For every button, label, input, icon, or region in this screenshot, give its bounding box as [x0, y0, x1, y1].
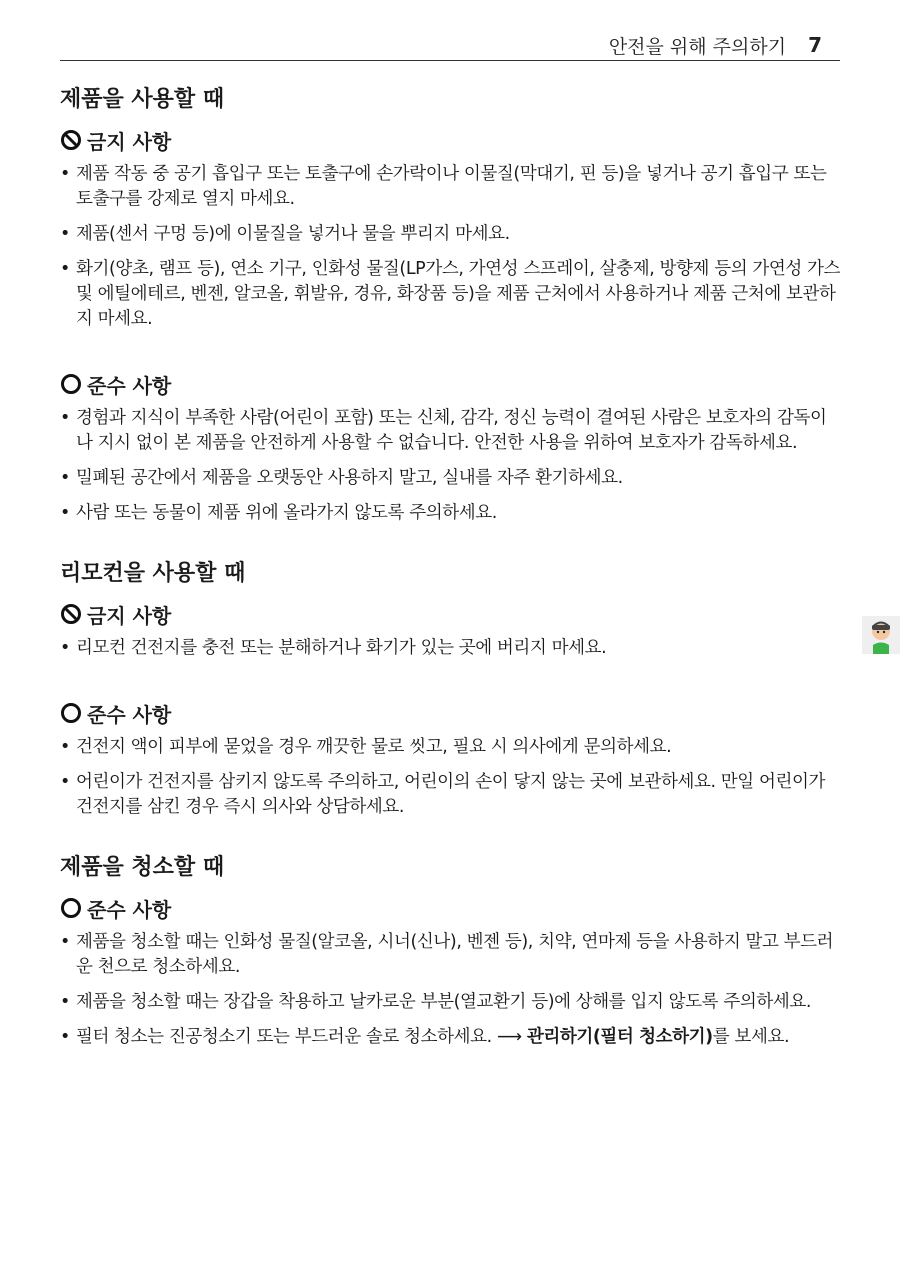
item-text-end: 를 보세요. [712, 1027, 790, 1047]
page-header [60, 30, 840, 61]
list-item: • 리모컨 건전지를 충전 또는 분해하거나 화기가 있는 곳에 버리지 마세요. [60, 636, 842, 661]
list-item: • 제품을 청소할 때는 장갑을 착용하고 날카로운 부분(열교환기 등)에 상해를 입지 않도록 주의하세요. [60, 990, 842, 1015]
compliance-icon [60, 702, 82, 724]
arrow-icon: ⟶ [496, 1027, 522, 1047]
prohibited-heading [60, 124, 842, 156]
list-item: • 제품을 청소할 때는 인화성 물질(알코올, 시너(신나), 벤젠 등), 치약, 연마제 등을 사용하지 말고 부드러운 천으로 청소하세요. [60, 930, 842, 980]
header-title: 안전을 위해 주의하기 [608, 35, 787, 58]
list-item: • 어린이가 건전지를 삼키지 않도록 주의하고, 어린이의 손이 닿지 않는 곳에 보관하세요. 만일 어린이가 건전지를 삼킨 경우 즉시 의사와 상담하세요. [60, 770, 842, 820]
list-item [60, 1025, 842, 1050]
list-item: • 제품(센서 구멍 등)에 이물질을 넣거나 물을 뿌리지 마세요. [60, 222, 842, 247]
section-title-cleaning: 제품을 청소할 때 [60, 855, 225, 880]
list-item: • 경험과 지식이 부족한 사람(어린이 포함) 또는 신체, 감각, 정신 능력이 결여된 사람은 보호자의 감독이나 지시 없이 본 제품을 안전하게 사용할 수 없습니다. 안전한 사용을 위하여 보호자가 감독하세요. [60, 406, 842, 456]
section-title-remote: 리모컨을 사용할 때 [60, 561, 246, 586]
required-list [60, 735, 842, 820]
list-item: • 제품 작동 중 공기 흡입구 또는 토출구에 손가락이나 이물질(막대기, 핀 등)을 넣거나 공기 흡입구 또는 토출구를 강제로 열지 마세요. [60, 162, 842, 212]
prohibited-label: 금지 사항 [87, 129, 172, 154]
required-label: 준수 사항 [87, 373, 172, 398]
required-label: 준수 사항 [87, 897, 172, 922]
required-heading [60, 697, 842, 729]
page-number: 7 [808, 33, 822, 57]
required-heading [60, 368, 842, 400]
prohibited-icon [60, 603, 82, 625]
list-item: • 화기(양초, 램프 등), 연소 기구, 인화성 물질(LP가스, 가연성 스프레이, 살충제, 방향제 등의 가연성 가스 및 에틸에테르, 벤젠, 알코올, 휘발유, 경유, 화장품 등)을 제품 근처에서 사용하거나 제품 근처에 보관하지 마세요. [60, 257, 842, 332]
compliance-icon [60, 373, 82, 395]
prohibited-label: 금지 사항 [87, 603, 172, 628]
required-list [60, 406, 842, 526]
section-title-using-product: 제품을 사용할 때 [60, 87, 225, 112]
cross-reference: 관리하기(필터 청소하기) [526, 1027, 713, 1047]
list-item: • 밀폐된 공간에서 제품을 오랫동안 사용하지 말고, 실내를 자주 환기하세요. [60, 466, 842, 491]
required-heading [60, 892, 842, 924]
list-item: • 사람 또는 동물이 제품 위에 올라가지 않도록 주의하세요. [60, 501, 842, 526]
list-item: • 건전지 액이 피부에 묻었을 경우 깨끗한 물로 씻고, 필요 시 의사에게 문의하세요. [60, 735, 842, 760]
required-list [60, 930, 842, 1050]
prohibited-heading [60, 598, 842, 630]
prohibited-icon [60, 129, 82, 151]
prohibited-list [60, 636, 842, 661]
prohibited-list [60, 162, 842, 332]
required-label: 준수 사항 [87, 702, 172, 727]
item-text: 필터 청소는 진공청소기 또는 부드러운 솔로 청소하세요. [76, 1027, 492, 1047]
mascot-icon [862, 616, 900, 654]
page-content [60, 84, 842, 1060]
compliance-icon [60, 897, 82, 919]
